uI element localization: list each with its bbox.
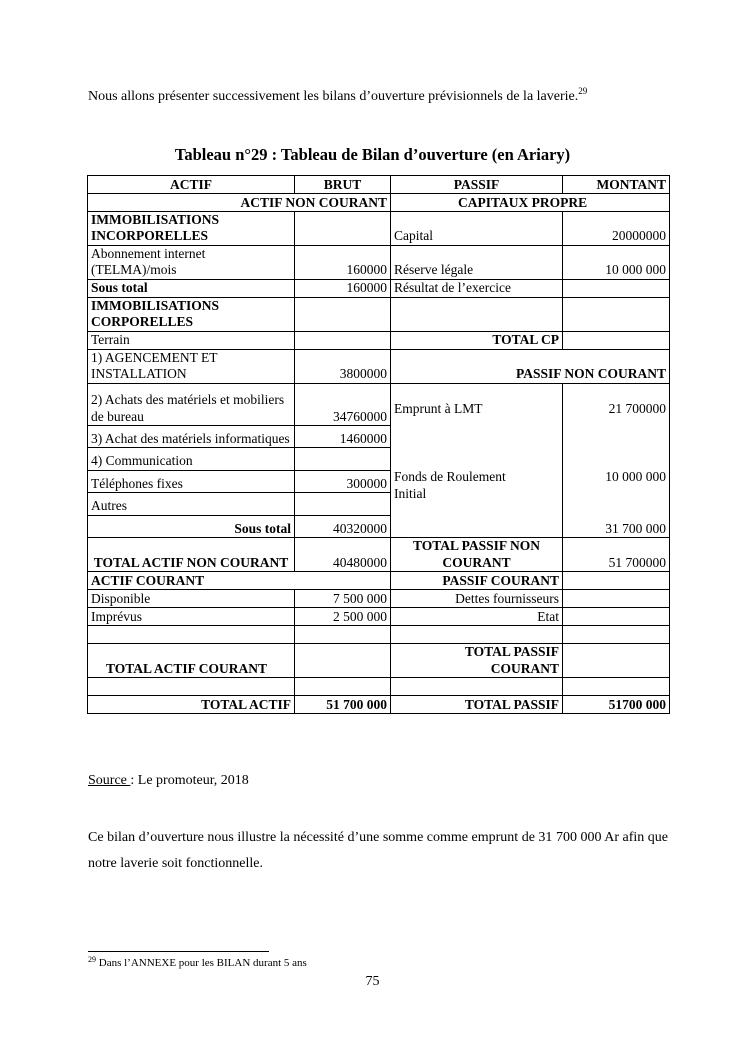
label-autres: Autres: [88, 493, 295, 515]
label-terrain: Terrain: [88, 331, 295, 349]
value-sous-total: 160000: [295, 279, 391, 297]
label-immo-incorp: IMMOBILISATIONS INCORPORELLES: [88, 212, 295, 246]
label-total-passif: TOTAL PASSIF: [391, 696, 563, 714]
label-imprevus: Imprévus: [88, 608, 295, 626]
label-etat: Etat: [391, 608, 563, 626]
label-capital: Capital: [391, 212, 563, 246]
table-row: [88, 590, 670, 608]
header-brut: BRUT: [295, 176, 391, 194]
value-achat-info: 1460000: [295, 426, 391, 448]
table-row: [88, 349, 670, 383]
passif-nc-values: [563, 383, 670, 537]
header-montant: MONTANT: [563, 176, 670, 194]
value-sous-total-2: 40320000: [295, 515, 391, 537]
value-fonds-roulement: 10 000 000: [605, 469, 666, 485]
table-row: [88, 608, 670, 626]
table-row: [88, 678, 670, 696]
value-capital: 20000000: [563, 212, 670, 246]
label-agencement: 1) AGENCEMENT ET INSTALLATION: [88, 349, 295, 383]
source-text: : Le promoteur, 2018: [130, 773, 249, 788]
source-label: Source: [88, 773, 131, 788]
label-passif-non-courant: PASSIF NON COURANT: [391, 349, 670, 383]
label-abonnement: Abonnement internet (TELMA)/mois: [88, 245, 295, 279]
table-row: [88, 245, 670, 279]
section-row: [88, 194, 670, 212]
value-total-passif-non-courant: 51 700000: [563, 538, 670, 572]
table-row: [88, 331, 670, 349]
label-disponible: Disponible: [88, 590, 295, 608]
header-actif: ACTIF: [88, 176, 295, 194]
footnote: [88, 957, 307, 969]
footnote-ref: 29: [578, 86, 588, 96]
label-total-cp: TOTAL CP: [391, 331, 563, 349]
label-telephones: Téléphones fixes: [88, 470, 295, 492]
value-achats-mobiliers: 34760000: [295, 383, 391, 425]
total-row: [88, 696, 670, 714]
value-total-actif-non-courant: 40480000: [295, 538, 391, 572]
section-capitaux-propre: CAPITAUX PROPRE: [391, 194, 670, 212]
intro-paragraph: Nous allons présenter successivement les bilans d’ouverture prévisionnels de la laverie.$^{29}$: [88, 86, 588, 104]
label-total-actif-courant: TOTAL ACTIF COURANT: [88, 644, 295, 678]
passif-nc-labels: [391, 383, 563, 537]
value-total-actif: 51 700 000: [295, 696, 391, 714]
label-sous-total: Sous total: [88, 279, 295, 297]
label-resultat: Résultat de l’exercice: [391, 279, 563, 297]
source-line: [88, 773, 249, 789]
conclusion-paragraph: Ce bilan d’ouverture nous illustre la nécessité d’une somme comme emprunt de 31 700 000 Ar afin que notre laverie soit fonctionnelle.: [88, 830, 668, 871]
label-fonds-roulement: Fonds de Roulement Initial: [394, 469, 506, 501]
header-passif: PASSIF: [391, 176, 563, 194]
table-row: [88, 626, 670, 644]
bilan-table: [87, 175, 670, 714]
label-communication: 4) Communication: [88, 448, 295, 470]
section-passif-courant: PASSIF COURANT: [391, 572, 563, 590]
label-sous-total-2: Sous total: [88, 515, 295, 537]
footnote-text: Dans l’ANNEXE pour les BILAN durant 5 ans: [96, 957, 307, 969]
footnote-number: 29: [88, 955, 96, 964]
value-reserve: 10 000 000: [563, 245, 670, 279]
section-actif-courant: ACTIF COURANT: [88, 572, 391, 590]
label-total-passif-courant: TOTAL PASSIF COURANT: [391, 644, 563, 678]
footnote-separator: [88, 951, 269, 952]
table-row: [88, 297, 670, 331]
value-telephones: 300000: [295, 470, 391, 492]
table-row: [88, 644, 670, 678]
value-agencement: 3800000: [295, 349, 391, 383]
table-title: Tableau n°29 : Tableau de Bilan d’ouverture (en Ariary): [174, 145, 571, 164]
section-row: [88, 572, 670, 590]
value-abonnement: 160000: [295, 245, 391, 279]
table-row: [88, 383, 670, 425]
label-dettes: Dettes fournisseurs: [391, 590, 563, 608]
table-row: [88, 538, 670, 572]
table-row: [88, 212, 670, 246]
label-total-actif-non-courant: TOTAL ACTIF NON COURANT: [88, 538, 295, 572]
value-passif-nc-sous-total: 31 700 000: [605, 520, 666, 536]
value-emprunt: 21 700000: [608, 400, 666, 416]
label-total-actif: TOTAL ACTIF: [88, 696, 295, 714]
table-row: [88, 279, 670, 297]
label-total-passif-non-courant: TOTAL PASSIF NON COURANT: [391, 538, 563, 572]
label-achats-mobiliers: 2) Achats des matériels et mobiliers de bureau: [88, 383, 295, 425]
value-imprevus: 2 500 000: [295, 608, 391, 626]
section-actif-non-courant: ACTIF NON COURANT: [88, 194, 391, 212]
label-immo-corp: IMMOBILISATIONS CORPORELLES: [88, 297, 295, 331]
value-disponible: 7 500 000: [295, 590, 391, 608]
header-row: [88, 176, 670, 194]
label-reserve: Réserve légale: [391, 245, 563, 279]
page-number: 75: [365, 974, 380, 989]
value-total-passif: 51700 000: [563, 696, 670, 714]
label-achat-info: 3) Achat des matériels informatiques: [88, 426, 295, 448]
label-emprunt: Emprunt à LMT: [394, 400, 483, 416]
